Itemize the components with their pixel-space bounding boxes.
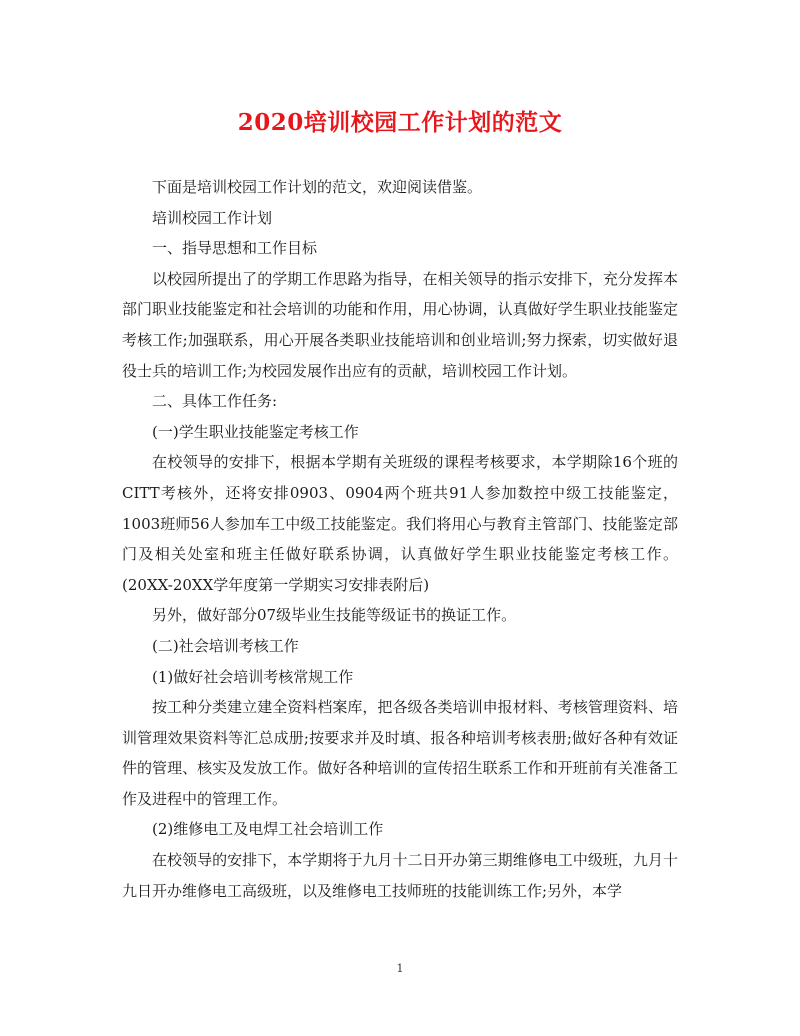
paragraph-guiding-thought: 以校园所提出了的学期工作思路为指导，在相关领导的指示安排下，充分发挥本部门职业技能鉴定和社会培训的功能和作用，用心协调，认真做好学生职业技能鉴定考核工作;加强联系，用心开展各类职业技能培训和创业培训;努力探索，切实做好退役士兵的培训工作;为校园发展作出应有的贡献，培训校园工作计划。	[122, 269, 678, 380]
document-body	[122, 172, 678, 906]
document-title: 2020培训校园工作计划的范文	[237, 109, 563, 136]
paragraph-heading-plan: 培训校园工作计划	[152, 208, 273, 227]
paragraph-electrician-training: 在校领导的安排下，本学期将于九月十二日开办第三期维修电工中级班，九月十九日开办维修电工高级班，以及维修电工技师班的技能训练工作;另外，本学	[122, 851, 678, 900]
paragraph-certificate: 另外，做好部分07级毕业生技能等级证书的换证工作。	[152, 606, 517, 625]
item-heading-2: (2)维修电工及电焊工社会培训工作	[152, 820, 384, 839]
subsection-heading-2: (二)社会培训考核工作	[152, 636, 299, 655]
paragraph-skill-assessment: 在校领导的安排下，根据本学期有关班级的课程考核要求，本学期除16个班的CITT考核外，还将安排0903、0904两个班共91人参加数控中级工技能鉴定，1003班师56人参加车工中级工技能鉴定。我们将用心与教育主管部门、技能鉴定部门及相关处室和班主任做好联系协调，认真做好学生职业技能鉴定考核工作。(20XX-20XX学年度第一学期实习安排表附后)	[122, 453, 678, 594]
paragraph-intro: 下面是培训校园工作计划的范文，欢迎阅读借鉴。	[152, 178, 483, 196]
page-number: 1	[396, 962, 404, 975]
subsection-heading-1: (一)学生职业技能鉴定考核工作	[152, 422, 359, 441]
paragraph-routine-work: 按工种分类建立建全资料档案库，把各级各类培训申报材料、考核管理资料、培训管理效果资料等汇总成册;按要求并及时填、报各种培训考核表册;做好各种有效证件的管理、核实及发放工作。做好各种培训的宣传招生联系工作和开班前有关准备工作及进程中的管理工作。	[122, 698, 678, 808]
item-heading-1: (1)做好社会培训考核常规工作	[152, 667, 354, 686]
section-heading-2: 二、具体工作任务:	[152, 392, 278, 411]
section-heading-1: 一、指导思想和工作目标	[152, 239, 318, 258]
